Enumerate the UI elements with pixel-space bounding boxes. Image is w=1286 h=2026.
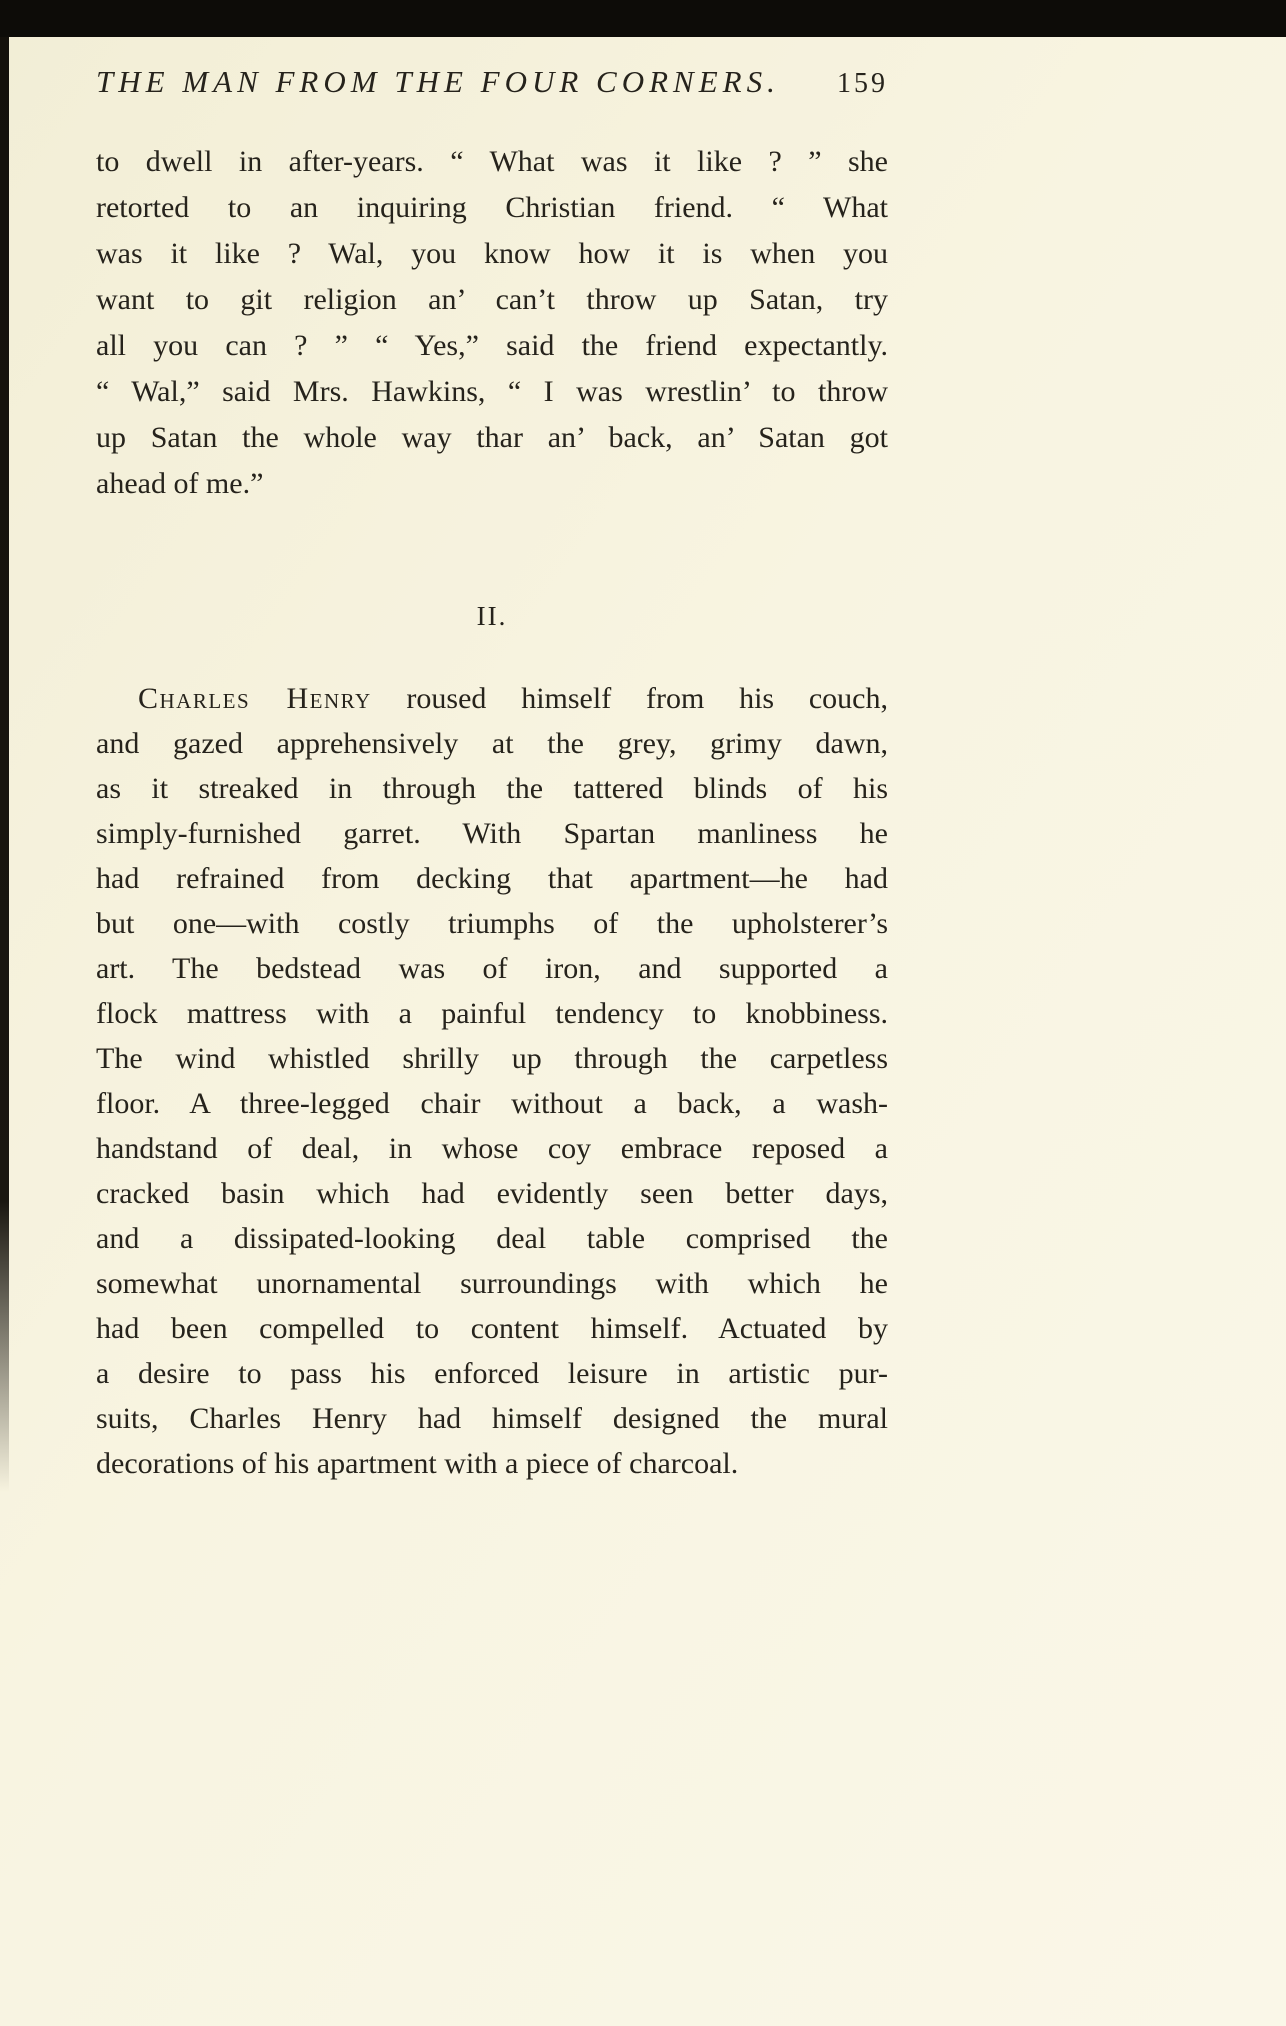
paragraph-1 <box>96 139 888 507</box>
first-line-rest: roused himself from his couch, <box>371 682 888 715</box>
text-line: flock mattress with a painful tendency to knobbiness. <box>96 997 888 1030</box>
text-line: want to git religion an’ can’t throw up Satan, try <box>96 283 888 316</box>
running-header <box>96 64 888 100</box>
section-heading: II. <box>476 601 508 631</box>
text-line: floor. A three-legged chair without a back, a wash- <box>96 1087 888 1120</box>
text-line: ahead of me.” <box>96 467 264 500</box>
text-line: cracked basin which had evidently seen better days, <box>96 1177 888 1210</box>
text-line: handstand of deal, in whose coy embrace reposed a <box>96 1132 888 1165</box>
text-line: suits, Charles Henry had himself designed the mural <box>96 1402 888 1435</box>
text-line: was it like ? Wal, you know how it is when you <box>96 237 888 270</box>
text-line: and a dissipated-looking deal table comprised the <box>96 1222 888 1255</box>
text-line: retorted to an inquiring Christian friend. “ What <box>96 191 888 224</box>
text-line: The wind whistled shrilly up through the carpetless <box>96 1042 888 1075</box>
text-line: a desire to pass his enforced leisure in artistic pur- <box>96 1357 888 1390</box>
text-line: had been compelled to content himself. Actuated by <box>96 1312 888 1345</box>
text-line: and gazed apprehensively at the grey, grimy dawn, <box>96 727 888 760</box>
text-line <box>96 676 888 721</box>
running-header-title: THE MAN FROM THE FOUR CORNERS. <box>96 64 780 99</box>
text-line: but one—with costly triumphs of the upholsterer’s <box>96 907 888 940</box>
text-line: simply-furnished garret. With Spartan manliness he <box>96 817 888 850</box>
text-line: somewhat unornamental surroundings with which he <box>96 1267 888 1300</box>
text-line: “ Wal,” said Mrs. Hawkins, “ I was wrestlin’ to throw <box>96 375 888 408</box>
paragraph-2 <box>96 676 888 1486</box>
text-line: as it streaked in through the tattered blinds of his <box>96 772 888 805</box>
text-line: to dwell in after-years. “ What was it like ? ” she <box>96 145 888 178</box>
page-number: 159 <box>837 68 888 99</box>
scan-edge-left <box>0 37 9 1492</box>
text-line: art. The bedstead was of iron, and supported a <box>96 952 888 985</box>
text-line: up Satan the whole way thar an’ back, an’ Satan got <box>96 421 888 454</box>
small-caps-lead: Charles Henry <box>138 682 372 715</box>
text-line: had refrained from decking that apartment—he had <box>96 862 888 895</box>
text-line: decorations of his apartment with a piece of charcoal. <box>96 1447 739 1480</box>
text-line: all you can ? ” “ Yes,” said the friend expectantly. <box>96 329 888 362</box>
scan-edge-top <box>0 0 1286 37</box>
